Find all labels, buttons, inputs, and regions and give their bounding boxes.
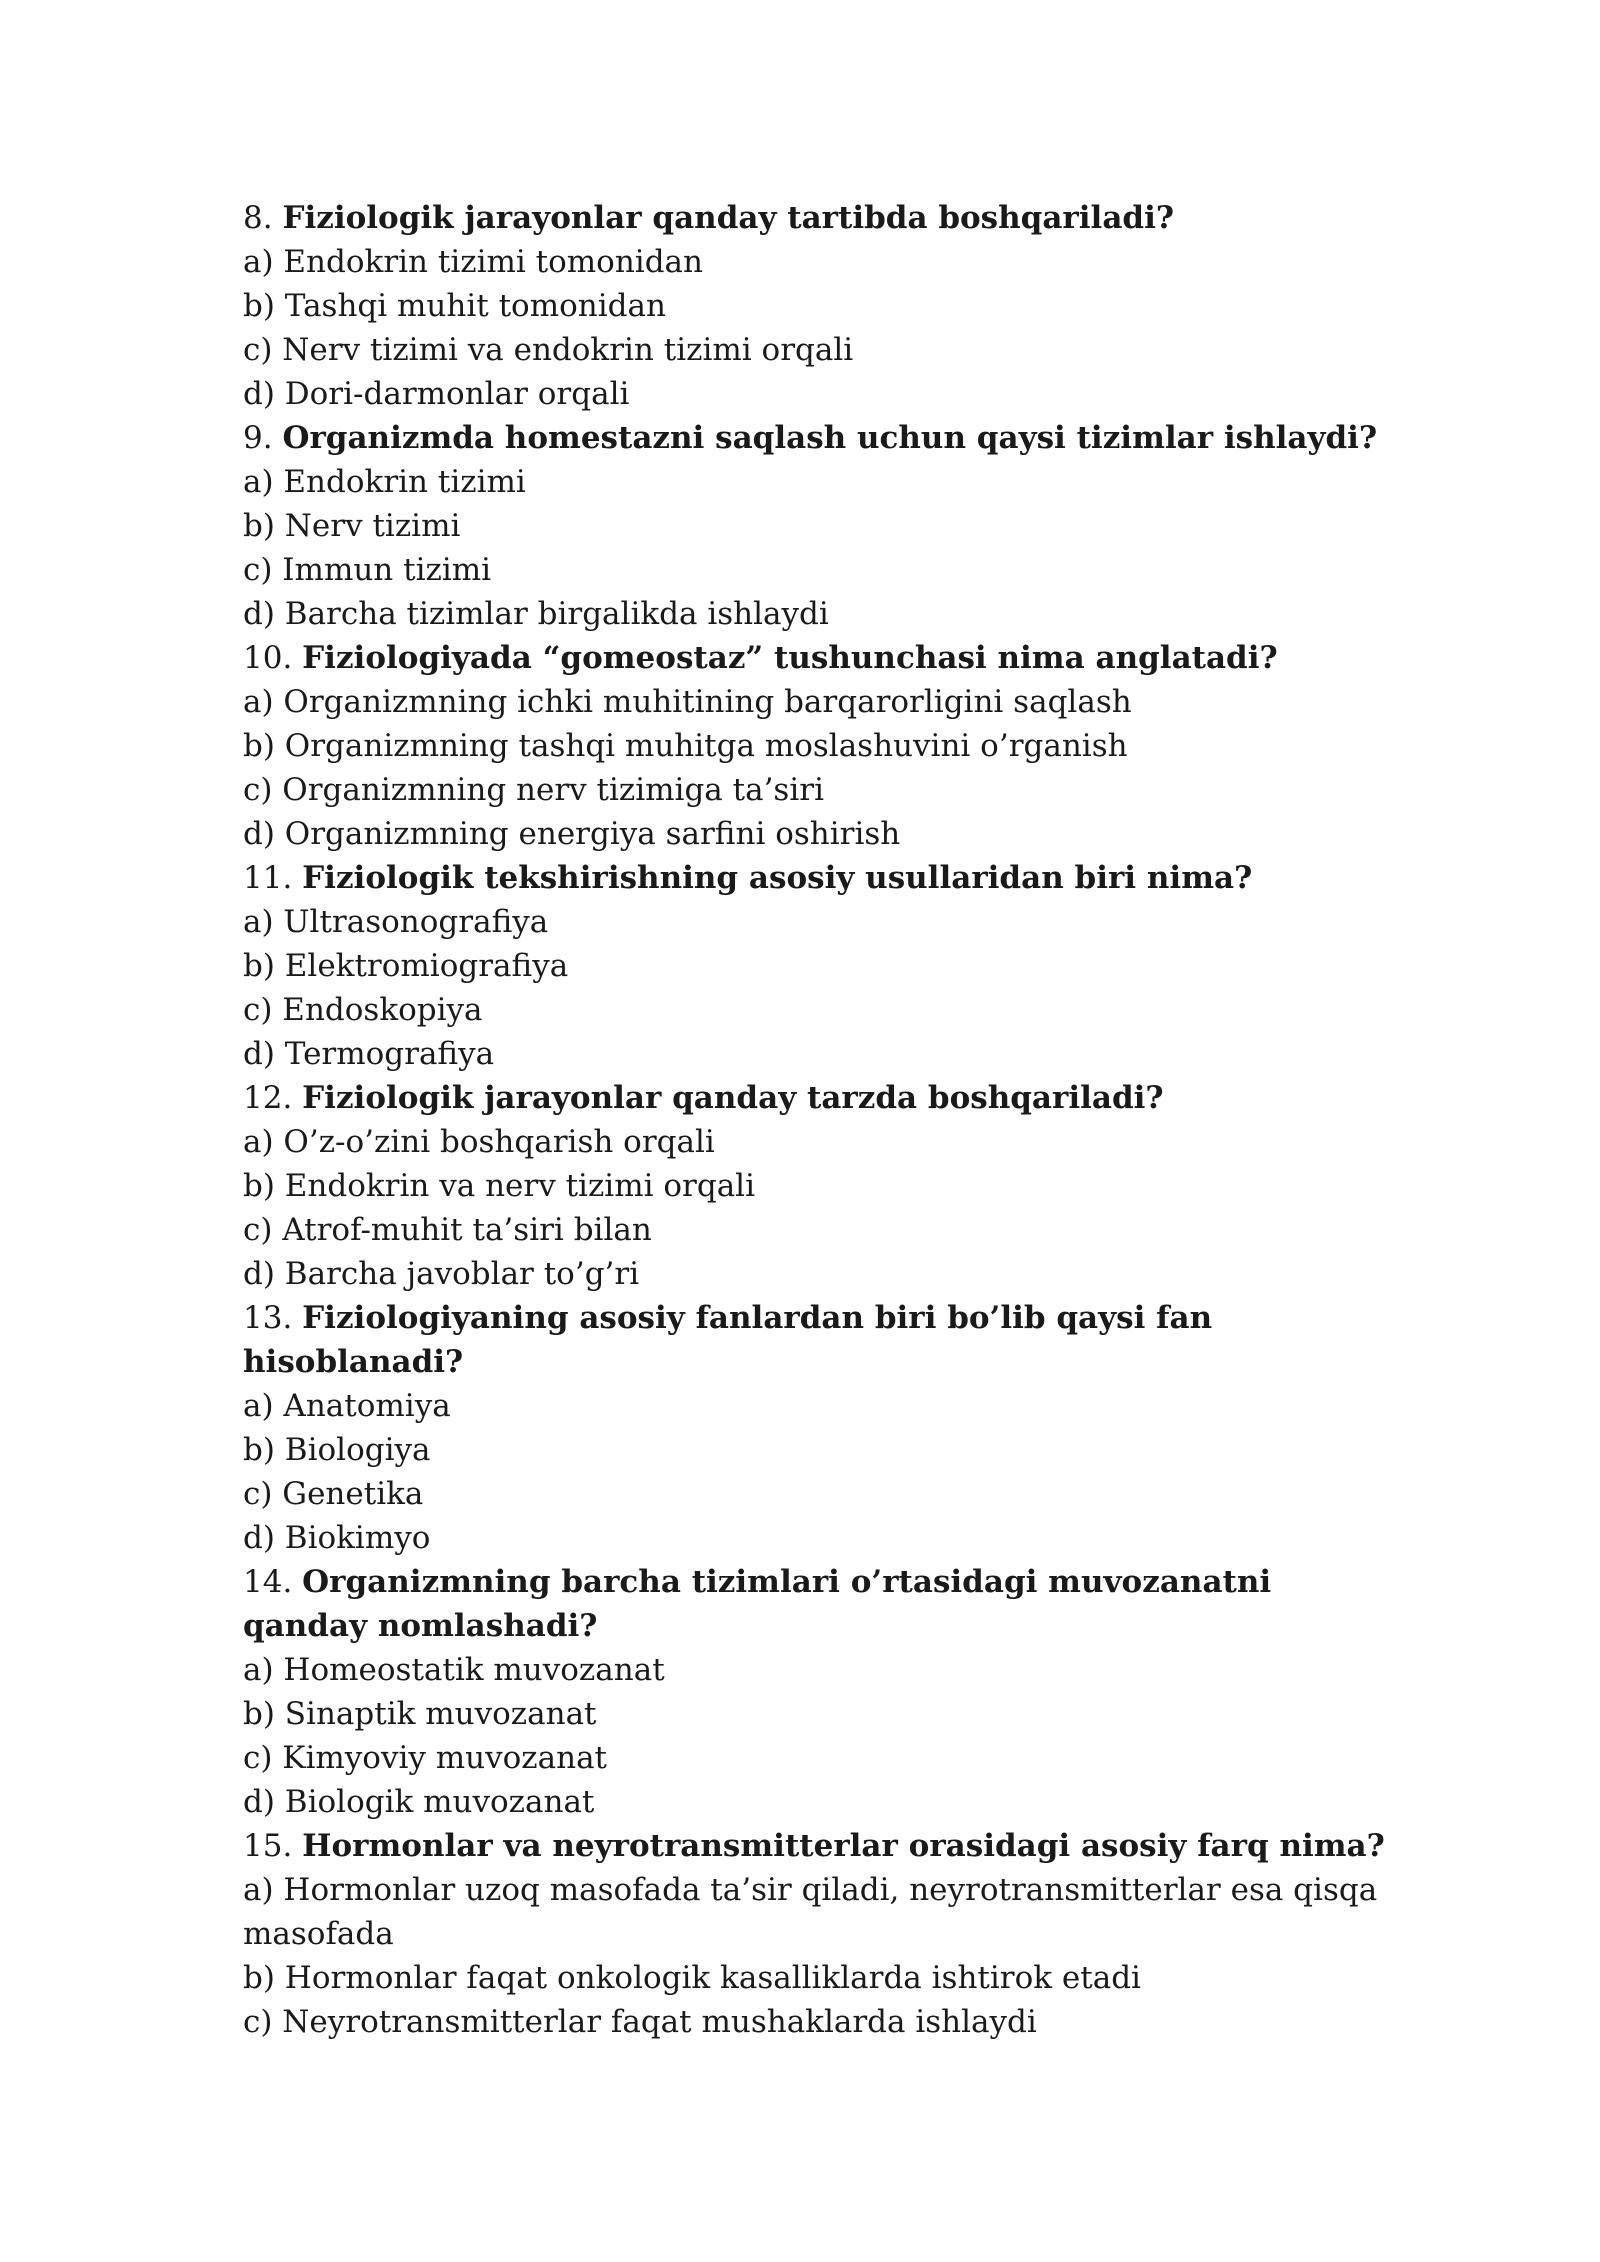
answer-option: d) Barcha javoblar to’g’ri <box>243 1256 640 1292</box>
question-heading <box>243 1824 1393 1868</box>
answer-option: d) Barcha tizimlar birgalikda ishlaydi <box>243 596 829 632</box>
question-block <box>243 1824 1393 2044</box>
question-number: 12. <box>243 1080 293 1116</box>
question-heading <box>243 416 1393 460</box>
question-block <box>243 1560 1393 1824</box>
answer-option: c) Organizmning nerv tizimiga ta’siri <box>243 772 824 808</box>
answer-option: d) Biologik muvozanat <box>243 1784 595 1820</box>
answer-option: c) Kimyoviy muvozanat <box>243 1740 608 1776</box>
question-block <box>243 416 1393 636</box>
answer-option: b) Sinaptik muvozanat <box>243 1696 597 1732</box>
question-number: 11. <box>243 860 293 896</box>
question-text: Fiziologik jarayonlar qanday tartibda boshqariladi? <box>282 200 1175 236</box>
question-heading <box>243 856 1393 900</box>
question-text: Hormonlar va neyrotransmitterlar orasidagi asosiy farq nima? <box>302 1828 1385 1864</box>
answer-option: d) Organizmning energiya sarfini oshirish <box>243 816 901 852</box>
answer-option: a) Organizmning ichki muhitining barqarorligini saqlash <box>243 684 1132 720</box>
answer-option: a) Hormonlar uzoq masofada ta’sir qiladi, neyrotransmitterlar esa qisqa masofada <box>243 1872 1378 1952</box>
answer-option: c) Endoskopiya <box>243 992 483 1028</box>
question-block <box>243 636 1393 856</box>
question-heading <box>243 1296 1393 1384</box>
answer-option: b) Organizmning tashqi muhitga moslashuvini o’rganish <box>243 728 1128 764</box>
answer-option: c) Neyrotransmitterlar faqat mushaklarda ishlaydi <box>243 2004 1037 2040</box>
question-text: Organizmning barcha tizimlari o’rtasidagi muvozanatni qanday nomlashadi? <box>243 1564 1272 1644</box>
answer-option: c) Immun tizimi <box>243 552 492 588</box>
answer-option: b) Endokrin va nerv tizimi orqali <box>243 1168 755 1204</box>
question-block <box>243 196 1393 416</box>
question-number: 13. <box>243 1300 293 1336</box>
question-text: Fiziologiyada “gomeostaz” tushunchasi nima anglatadi? <box>302 640 1278 676</box>
question-text: Fiziologik jarayonlar qanday tarzda boshqariladi? <box>302 1080 1164 1116</box>
answer-option: b) Tashqi muhit tomonidan <box>243 288 666 324</box>
question-number: 10. <box>243 640 293 676</box>
question-heading <box>243 1076 1393 1120</box>
question-number: 15. <box>243 1828 293 1864</box>
answer-option: d) Termografiya <box>243 1036 495 1072</box>
answer-option: d) Biokimyo <box>243 1520 431 1556</box>
answer-option: d) Dori-darmonlar orqali <box>243 376 630 412</box>
answer-option: a) Homeostatik muvozanat <box>243 1652 665 1688</box>
document-page <box>243 196 1393 2044</box>
question-block <box>243 1296 1393 1560</box>
answer-option: b) Nerv tizimi <box>243 508 461 544</box>
answer-option: a) Endokrin tizimi tomonidan <box>243 244 704 280</box>
answer-option: b) Biologiya <box>243 1432 431 1468</box>
question-text: Fiziologik tekshirishning asosiy usullaridan biri nima? <box>302 860 1253 896</box>
answer-option: b) Hormonlar faqat onkologik kasalliklarda ishtirok etadi <box>243 1960 1141 1996</box>
question-number: 9. <box>243 420 273 456</box>
question-text: Fiziologiyaning asosiy fanlardan biri bo’lib qaysi fan hisoblanadi? <box>243 1300 1213 1380</box>
question-heading <box>243 1560 1393 1648</box>
answer-option: c) Atrof-muhit ta’siri bilan <box>243 1212 652 1248</box>
question-block <box>243 1076 1393 1296</box>
question-heading <box>243 636 1393 680</box>
answer-option: c) Nerv tizimi va endokrin tizimi orqali <box>243 332 854 368</box>
question-block <box>243 856 1393 1076</box>
question-heading <box>243 196 1393 240</box>
question-number: 8. <box>243 200 273 236</box>
question-text: Organizmda homestazni saqlash uchun qaysi tizimlar ishlaydi? <box>282 420 1378 456</box>
answer-option: c) Genetika <box>243 1476 424 1512</box>
answer-option: b) Elektromiografiya <box>243 948 569 984</box>
answer-option: a) Ultrasonografiya <box>243 904 549 940</box>
answer-option: a) Anatomiya <box>243 1388 451 1424</box>
question-number: 14. <box>243 1564 293 1600</box>
answer-option: a) Endokrin tizimi <box>243 464 526 500</box>
answer-option: a) O’z-o’zini boshqarish orqali <box>243 1124 715 1160</box>
